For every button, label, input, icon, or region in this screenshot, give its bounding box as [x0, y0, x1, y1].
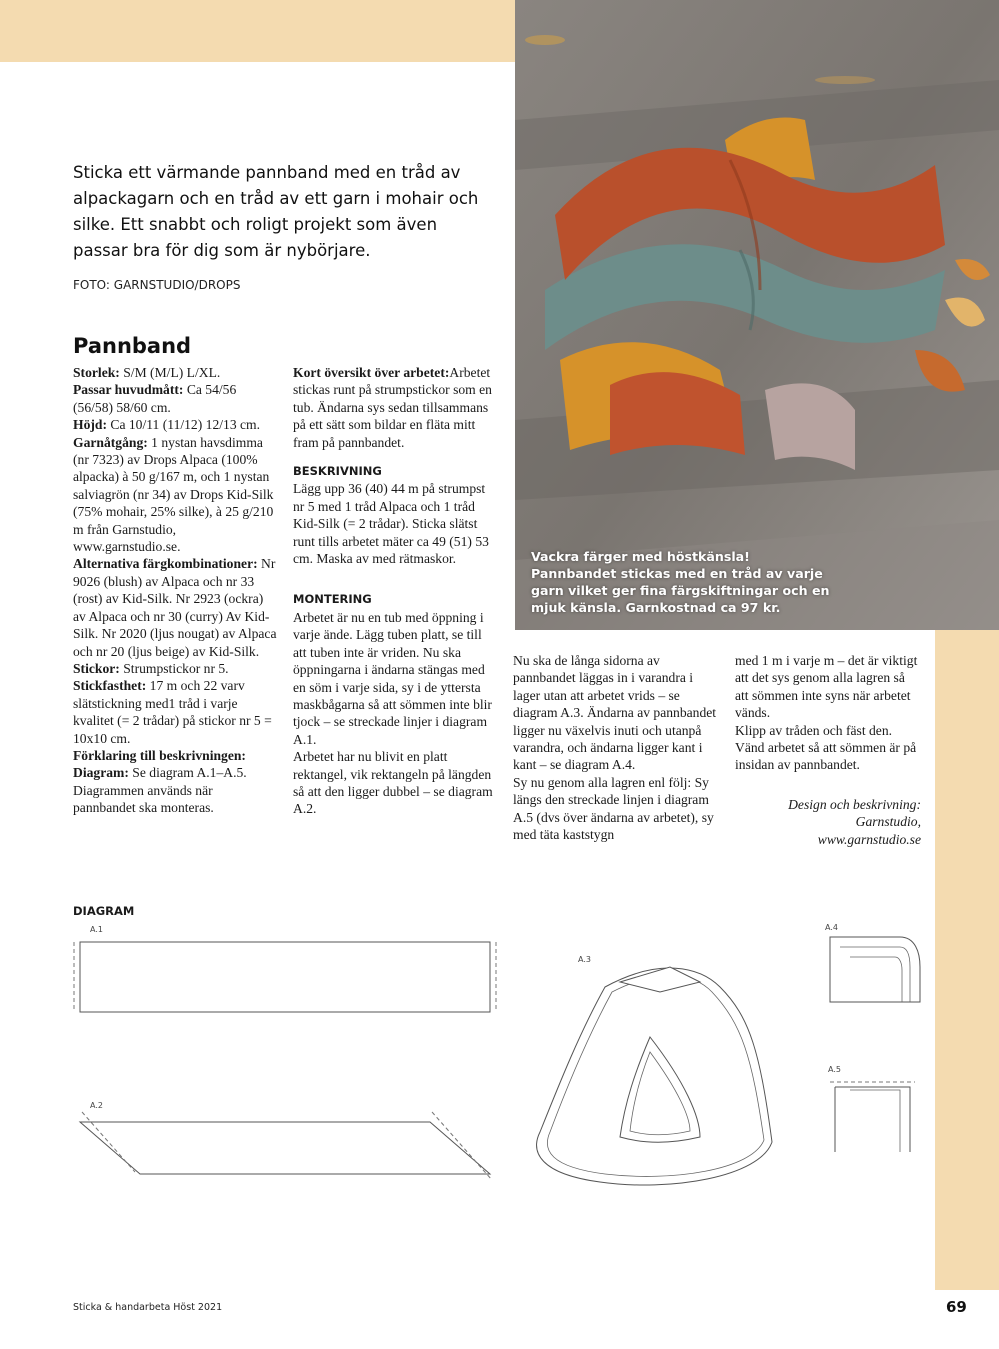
overview-text: Kort översikt över arbetet:Arbetet stickas runt på strumpstickor som en tub. Ändarna sys sedan tillsammans på ett sätt som bildar en fläta mitt fram på pannbandet.	[293, 365, 492, 450]
headband-photo	[515, 0, 999, 630]
photo-credit: FOTO: GARNSTUDIO/DROPS	[73, 278, 241, 292]
page-number: 69	[946, 1298, 967, 1316]
montering-text-1: Arbetet är nu en tub med öppning i varje ände. Lägg tuben platt, se till att tuben inte är vriden. Nu ska öppningarna i ändarna stängas med en söm i varje sida, sy i de yttersta maskbågarna så att sömmen inte blir tjock – se streckade linjer i diagram A.1.	[293, 609, 492, 747]
diagram-a5	[830, 1082, 915, 1152]
diagram-a5-label: A.5	[828, 1065, 841, 1074]
explanation-label: Förklaring till beskrivningen:	[73, 747, 246, 763]
diagram-a4	[830, 937, 920, 1002]
fits-spec: Passar huvudmått: Ca 54/56 (56/58) 58/60 cm.	[73, 382, 237, 415]
assembly-diagrams	[60, 912, 935, 1282]
pattern-title: Pannband	[73, 334, 192, 358]
headband-photo-illustration	[515, 0, 999, 630]
col3-text-1: Nu ska de långa sidorna av pannbandet läggas in i varandra i lager utan att arbetet vrids – se diagram A.3. Ändarna av pannbandet ligger nu växelvis inuti och utanpå varandra, och ändarna ligger kant i kant – se diagram A.4.	[513, 653, 717, 773]
montering-heading: MONTERING	[293, 592, 372, 607]
col4-text-1: med 1 m i varje m – det är viktigt att det sys genom alla lagren så att sömmen inte syns när arbetet vänds.	[735, 653, 918, 721]
yarn-spec: Garnåtgång: 1 nystan havsdimma (nr 7323) av Drops Alpaca (100% alpacka) à 50 g/167 m, och 1 nystan salviagrön (nr 34) av Drops Kid-Silk (75% mohair, 25% silke), à 25 g/210 m från Garnstudio, www.garnstudio.se.	[73, 434, 274, 555]
montering-text-2: Arbetet har nu blivit en platt rektangel, vik rektangeln på längden så att den ligger dubbel – se diagram A.2.	[293, 749, 493, 817]
size-spec: Storlek: S/M (M/L) L/XL.	[73, 365, 221, 380]
diagram-a1-label: A.1	[90, 925, 103, 934]
diagram-a1	[74, 942, 496, 1012]
design-credit-1: Design och beskrivning:	[788, 796, 921, 812]
diagram-a4-label: A.4	[825, 923, 838, 932]
intro-text: Sticka ett värmande pannband med en tråd av alpackagarn och en tråd av ett garn i mohair och silke. Ett snabbt och roligt projekt som även passar bra för dig som är nybörjare.	[73, 163, 479, 260]
beskrivning-heading: BESKRIVNING	[293, 464, 382, 479]
gauge-spec: Stickfasthet: 17 m och 22 varv slätstickning med1 tråd i varje kvalitet (= 2 trådar) på stickor nr 5 = 10x10 cm.	[73, 678, 272, 746]
diagram-a3	[537, 967, 772, 1185]
col3-text-2: Sy nu genom alla lagren enl följ: Sy längs den streckade linjen i diagram A.5 (dvs över ändarna av arbetet), sy med täta kaststygn	[513, 774, 714, 843]
needles-spec: Stickor: Strumpstickor nr 5.	[73, 660, 229, 676]
design-credit-3: www.garnstudio.se	[817, 831, 921, 847]
diagram-a2	[80, 1112, 492, 1180]
photo-caption: Vackra färger med höstkänsla! Pannbandet stickas med en tråd av varje garn vilket ger fina färgskiftningar och en mjuk känsla. Garnkostnad ca 97 kr.	[531, 549, 830, 615]
right-color-band	[935, 630, 999, 1290]
column-1	[73, 364, 278, 817]
column-2	[293, 364, 498, 818]
column-3	[513, 652, 718, 843]
diagram-heading: DIAGRAM	[73, 904, 135, 918]
diagram-a2-label: A.2	[90, 1101, 103, 1110]
footer-publication: Sticka & handarbeta Höst 2021	[73, 1302, 223, 1313]
top-color-band	[0, 0, 515, 62]
height-spec: Höjd: Ca 10/11 (11/12) 12/13 cm.	[73, 417, 261, 433]
col4-text-2: Klipp av tråden och fäst den. Vänd arbetet så att sömmen är på insidan av pannbandet.	[735, 722, 917, 773]
beskrivning-text: Lägg upp 36 (40) 44 m på strumpst nr 5 med 1 tråd Alpaca och 1 tråd Kid-Silk (= 2 trådar). Sticka slätst runt tills arbetet mäter ca 49 (51) 53 cm. Maska av med rätmaskor.	[293, 481, 489, 567]
alt-colors-spec: Alternativa färgkombinationer: Nr 9026 (blush) av Alpaca och nr 33 (rost) av Kid-Silk. Nr 2923 (ockra) av Alpaca och nr 30 (curry) Av Kid-Silk. Nr 2020 (ljus nougat) av Alpaca och nr 20 (ljus beige) av Kid-Silk.	[73, 556, 277, 659]
diagram-a3-label: A.3	[578, 955, 591, 964]
column-4	[735, 652, 921, 848]
diagram-spec: Diagram: Se diagram A.1–A.5. Diagrammen används när pannbandet ska monteras.	[73, 765, 247, 816]
design-credit-2: Garnstudio,	[855, 814, 921, 830]
